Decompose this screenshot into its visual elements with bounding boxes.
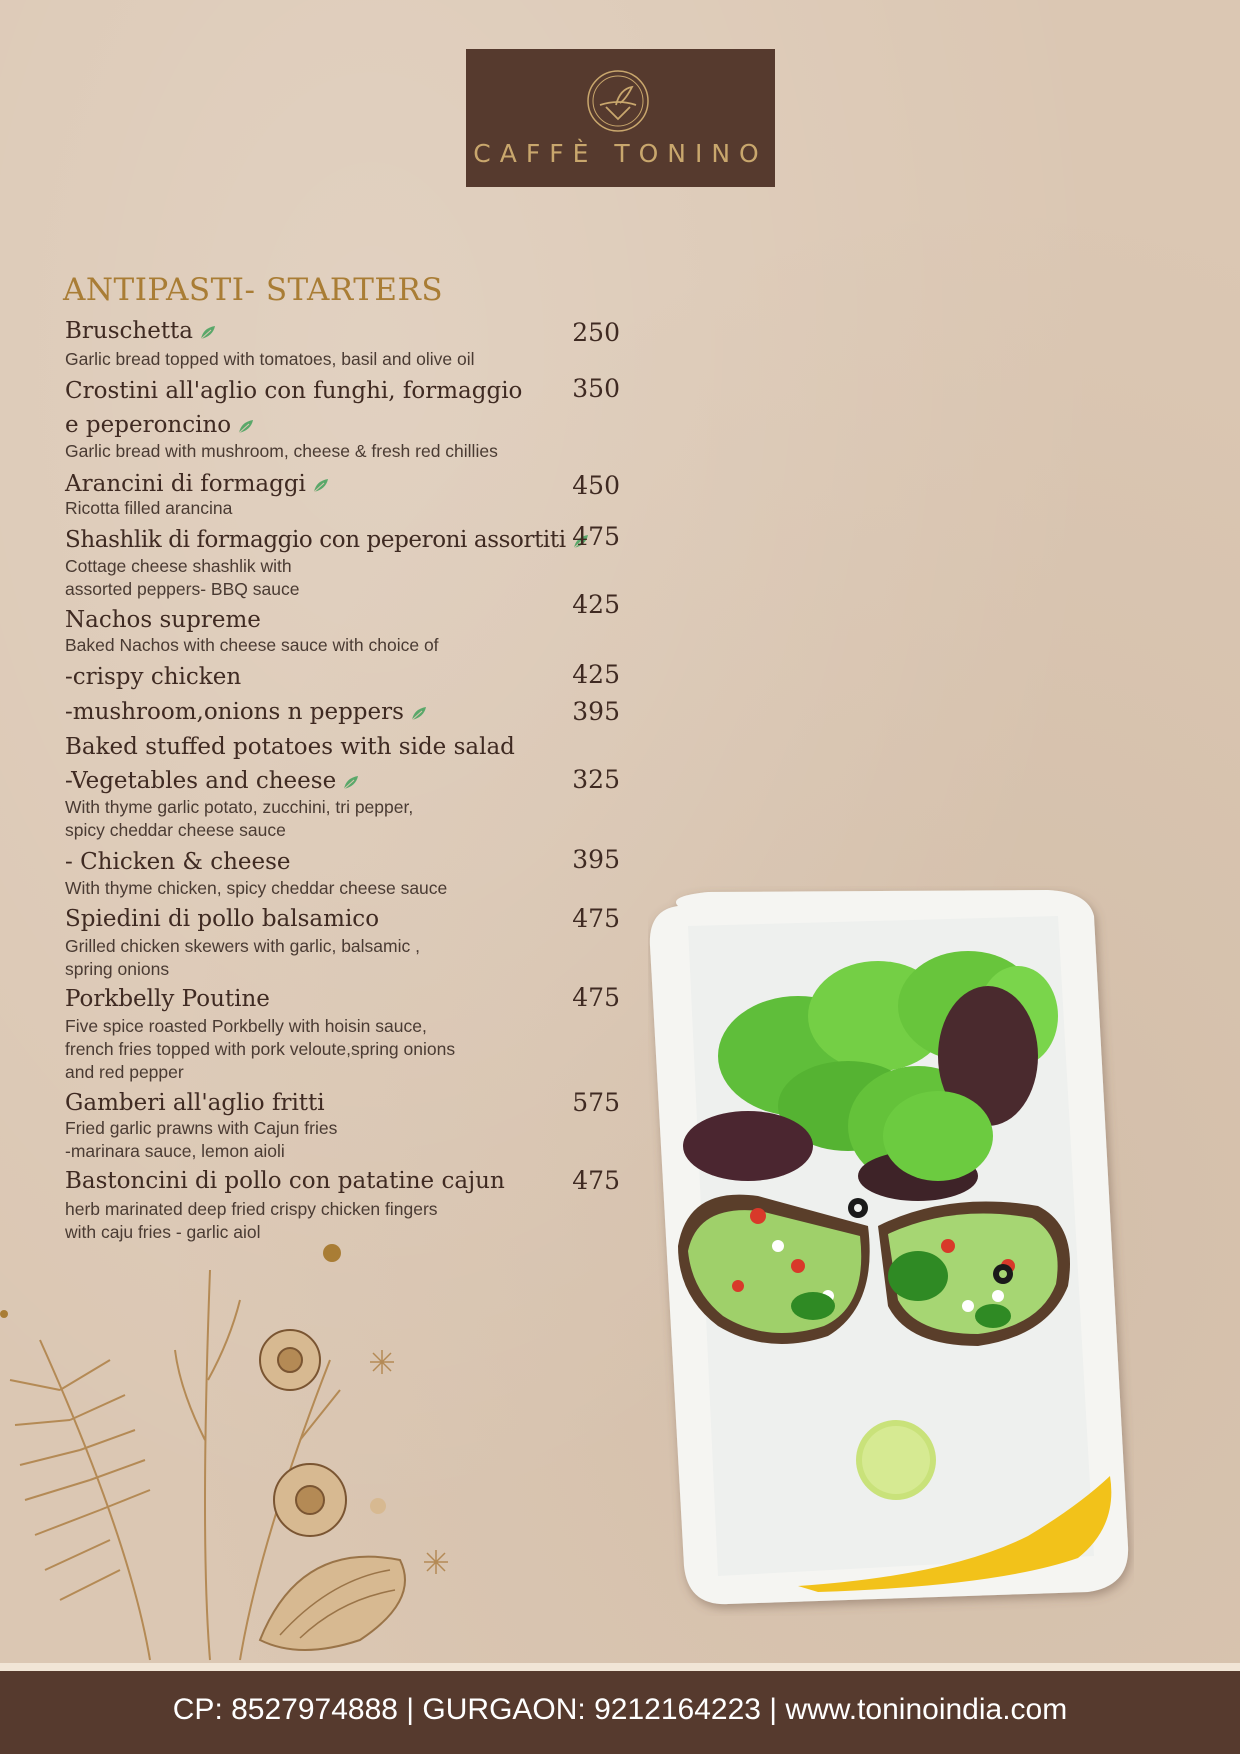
menu-item-name: Gamberi all'aglio fritti — [65, 1090, 325, 1116]
veg-leaf-icon — [342, 774, 360, 790]
menu-item-description: assorted peppers- BBQ sauce — [65, 579, 300, 599]
botanical-decoration — [0, 1240, 470, 1670]
menu-item-name: Arancini di formaggi — [65, 471, 330, 497]
menu-item-description: With thyme chicken, spicy cheddar cheese sauce — [65, 878, 448, 898]
menu-item-price: 450 — [572, 471, 620, 500]
menu-item-description: Baked Nachos with cheese sauce with choice of — [65, 635, 439, 655]
menu-item-price: 325 — [572, 765, 620, 794]
menu-item-name: Shashlik di formaggio con peperoni assortiti — [65, 527, 590, 553]
menu-item-description: Five spice roasted Porkbelly with hoisin sauce, — [65, 1016, 427, 1036]
logo-emblem-icon — [586, 69, 650, 133]
brand-logo — [466, 49, 775, 187]
menu-item-name: Porkbelly Poutine — [65, 986, 270, 1012]
menu-item-description: -marinara sauce, lemon aioli — [65, 1141, 285, 1161]
menu-item-price: 395 — [572, 697, 620, 726]
menu-item-price: 350 — [572, 374, 620, 403]
menu-item-name: Crostini all'aglio con funghi, formaggio — [65, 378, 523, 404]
menu-item-description: french fries topped with pork veloute,spring onions — [65, 1039, 456, 1059]
menu-item-name: e peperoncino — [65, 412, 255, 438]
menu-item-description: with caju fries - garlic aiol — [65, 1222, 261, 1242]
menu-item-name: Spiedini di pollo balsamico — [65, 906, 380, 932]
menu-item-name: -crispy chicken — [65, 664, 242, 690]
menu-item-name: -mushroom,onions n peppers — [65, 699, 428, 725]
menu-item-price: 475 — [572, 522, 620, 551]
menu-item-name: -Vegetables and cheese — [65, 768, 360, 794]
menu-item-name: Baked stuffed potatoes with side salad — [65, 734, 515, 760]
menu-item-price: 250 — [572, 318, 620, 347]
menu-item-name: Bastoncini di pollo con patatine cajun — [65, 1168, 505, 1194]
menu-item-description: Ricotta filled arancina — [65, 498, 233, 518]
menu-item-description: herb marinated deep fried crispy chicken fingers — [65, 1199, 438, 1219]
menu-item-description: Garlic bread topped with tomatoes, basil and olive oil — [65, 349, 475, 369]
menu-item-description: and red pepper — [65, 1062, 184, 1082]
menu-item-name: Bruschetta — [65, 318, 217, 344]
footer-contact: CP: 8527974888 | GURGAON: 9212164223 | www.toninoindia.com — [172, 1693, 1068, 1726]
menu-item-price: 475 — [572, 983, 620, 1012]
menu-item-price: 475 — [572, 1166, 620, 1195]
menu-item-description: Garlic bread with mushroom, cheese & fresh red chillies — [65, 441, 498, 461]
brand-name: CAFFÈ TONINO — [473, 139, 768, 168]
footer-bar — [0, 1671, 1240, 1754]
menu-item-description: spicy cheddar cheese sauce — [65, 820, 286, 840]
menu-item-name: - Chicken & cheese — [65, 849, 291, 875]
menu-item-price: 395 — [572, 845, 620, 874]
footer-divider — [0, 1663, 1240, 1671]
menu-item-description: With thyme garlic potato, zucchini, tri pepper, — [65, 797, 414, 817]
section-title: ANTIPASTI- STARTERS — [63, 272, 444, 308]
veg-leaf-icon — [237, 418, 255, 434]
menu-item-description: spring onions — [65, 959, 170, 979]
menu-item-description: Fried garlic prawns with Cajun fries — [65, 1118, 338, 1138]
menu-item-price: 575 — [572, 1088, 620, 1117]
menu-item-description: Grilled chicken skewers with garlic, balsamic , — [65, 936, 420, 956]
veg-leaf-icon — [410, 705, 428, 721]
veg-leaf-icon — [312, 477, 330, 493]
menu-item-price: 425 — [572, 590, 620, 619]
food-photo — [648, 886, 1134, 1616]
snowflake-icon — [370, 1350, 448, 1574]
menu-item-price: 425 — [572, 660, 620, 689]
menu-item-name: Nachos supreme — [65, 607, 261, 633]
veg-leaf-icon — [199, 324, 217, 340]
menu-item-price: 475 — [572, 904, 620, 933]
menu-item-description: Cottage cheese shashlik with — [65, 556, 292, 576]
